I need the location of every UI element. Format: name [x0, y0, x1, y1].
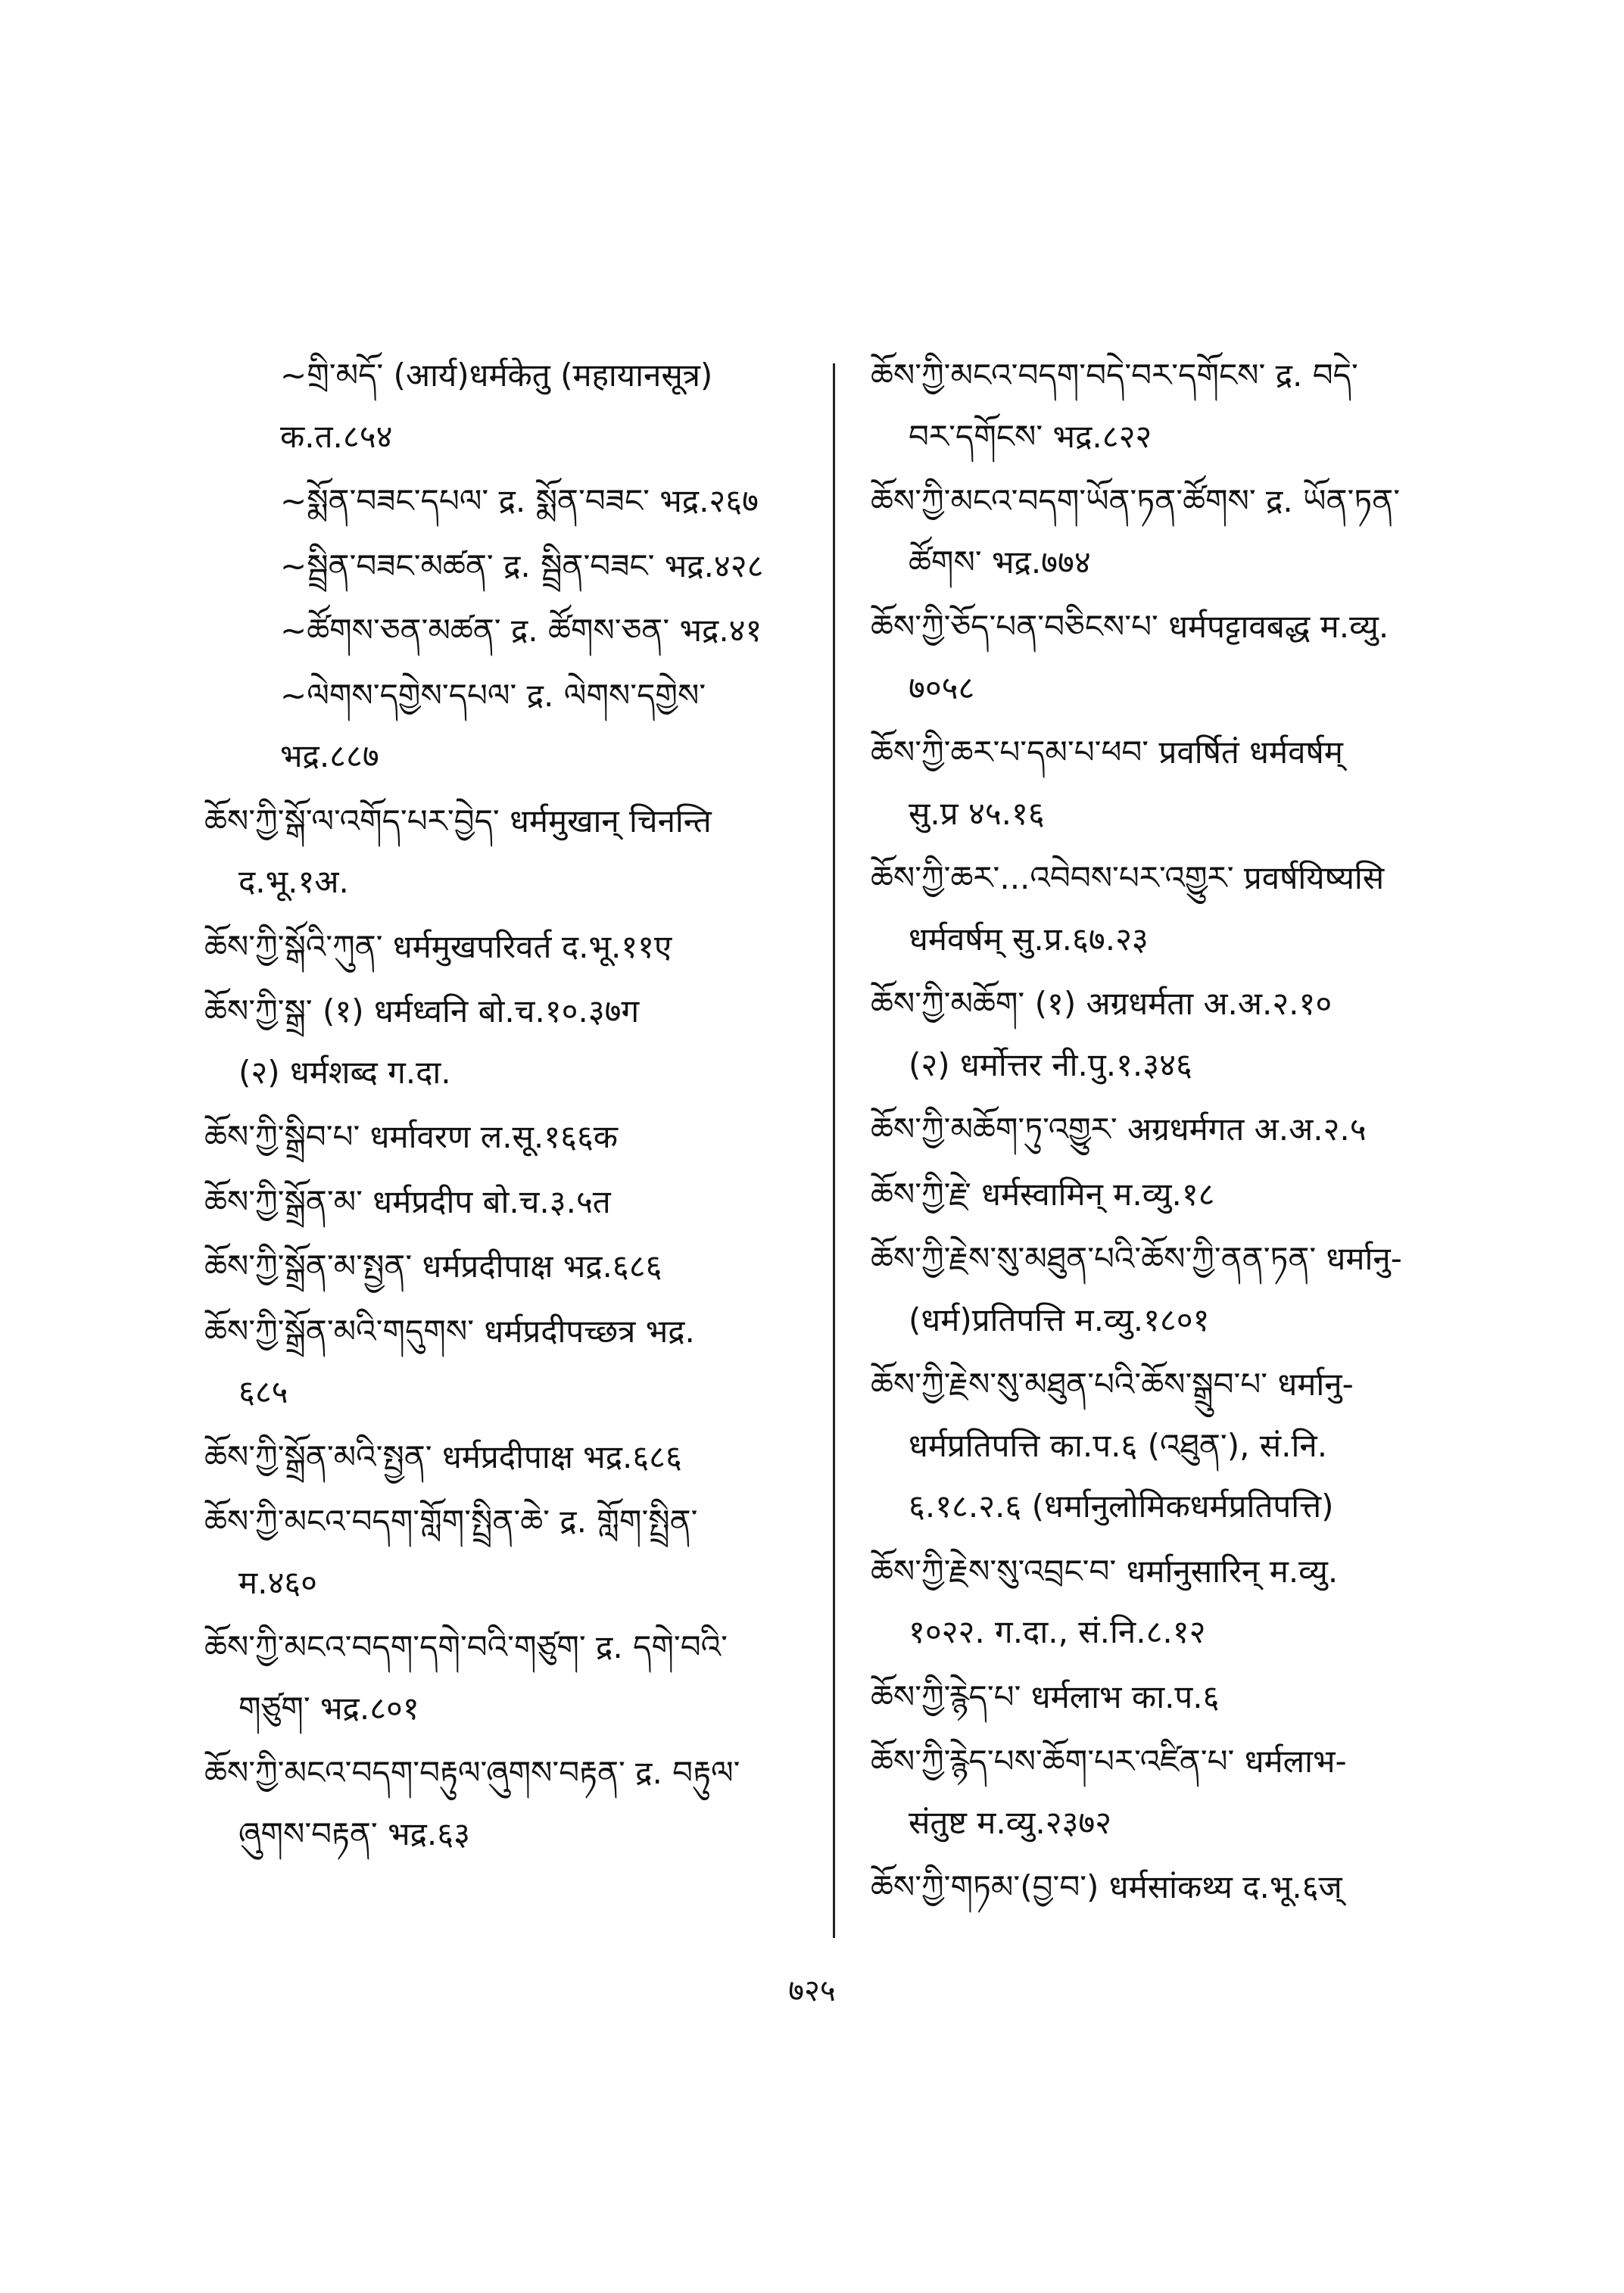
entry-headline: ~སྦྲིན་བཟང་མཚན་ द्र. སྦྲིན་བཟང་ भद्र.४२८ [280, 547, 764, 584]
entry-continuation: (२) धर्मोत्तर नी.पु.१.३४६ [909, 1045, 1192, 1083]
dictionary-entry [871, 1239, 1469, 1340]
entry-headline: ཆོས་ཀྱི་རྙེད་པ་ धर्मलाभ का.प.६ [871, 1678, 1220, 1715]
left-column [204, 356, 810, 1879]
entry-headline: ཆོས་ཀྱི་རྗེས་སུ་མཐུན་པའི་ཆོས་ཀྱི་ནན་ཏན་ धर्मानु- [871, 1240, 1402, 1277]
dictionary-entry [871, 1678, 1469, 1718]
entry-headline: ཆོས་ཀྱི་མཆོག་ཏུ་འགྱུར་ अग्रधर्मगत अ.अ.२.५ [871, 1111, 1367, 1148]
dictionary-entry [204, 992, 810, 1092]
entry-continuation: ७०५८ [909, 668, 975, 706]
dictionary-entry [204, 1438, 810, 1478]
entry-headline: ཆོས་ཀྱི་རྗེ་ धर्मस्वामिन् म.व्यु.१८ [871, 1175, 1215, 1213]
dictionary-entry [204, 802, 810, 902]
entry-headline: ཆོས་ཀྱི་སྒྲོན་མ་ धर्मप्रदीप बो.च.३.५त [204, 1182, 611, 1220]
entry-continuation: (२) धर्मशब्द ग.दा. [238, 1053, 451, 1091]
column-divider [833, 363, 835, 1938]
entry-headline: ~ཚོགས་ཅན་མཚན་ द्र. ཚོགས་ཅན་ भद्र.४१ [280, 612, 762, 649]
entry-continuation: १०२२. ग.दा., सं.नि.८.१२ [909, 1613, 1206, 1650]
entry-continuation: संतुष्ट म.व्यु.२३७२ [909, 1803, 1112, 1841]
entry-headline: ཆོས་ཀྱི་མངའ་བདག་ཡོན་ཏན་ཚོགས་ द्र. ཡོན་ཏན་ [871, 482, 1401, 519]
dictionary-entry [871, 1742, 1469, 1843]
dictionary-entry [871, 1110, 1469, 1150]
dictionary-entry [871, 481, 1469, 582]
entry-headline: ཆོས་ཀྱི་མངའ་བདག་གློག་སྤྲིན་ཆེ་ द्र. གློག་སྤྲིན་ [204, 1503, 698, 1540]
entry-continuation: धर्मवर्षम् सु.प्र.६७.२३ [909, 920, 1149, 958]
entry-headline: ཆོས་ཀྱི་རྗེས་སུ་འབྲང་བ་ धर्मानुसारिन् म.व्यु. [871, 1552, 1339, 1590]
entry-headline: ཆོས་ཀྱི་རྙེད་པས་ཆོག་པར་འཛིན་པ་ धर्मलाभ- [871, 1743, 1347, 1780]
entry-continuation: धर्मप्रतिपत्ति का.प.६ (འཐུན་), सं.नि. [909, 1426, 1328, 1464]
dictionary-entry [204, 1628, 810, 1728]
entry-continuation: सु.प्र ४५.१६ [909, 794, 1045, 832]
entry-continuation: ཚོགས་ भद्र.७७४ [909, 543, 1091, 581]
entry-headline: ཆོས་ཀྱི་སྒྲོན་མའི་གདུགས་ धर्मप्रदीपच्छत्र भद्र. [204, 1312, 695, 1350]
dictionary-entry [871, 356, 1469, 456]
entry-headline: ཆོས་ཀྱི་ཆར་...འབེབས་པར་འགྱུར་ प्रवर्षयिष्यसि [871, 859, 1385, 896]
entry-headline: ~གྲི་མདོ་ (आर्य)धर्मकेतु (महायानसूत्र) [280, 357, 713, 394]
entry-headline: ཆོས་ཀྱི་རྗེས་སུ་མཐུན་པའི་ཆོས་སྒྲུབ་པ་ धर्मानु- [871, 1366, 1354, 1403]
entry-continuation: ६.१८.२.६ (धर्मानुलोमिकधर्मप्रतिपत्ति) [909, 1488, 1334, 1525]
dictionary-entry [871, 607, 1469, 708]
entry-headline: ཆོས་ཀྱི་ཅོད་པན་བཅིངས་པ་ धर्मपट्टावबद्ध म.व्यु. [871, 608, 1389, 645]
dictionary-entry [204, 1182, 810, 1223]
entry-headline: ཆོས་ཀྱི་སྒོའི་ཀུན་ धर्ममुखपरिवर्त द.भू.११ए [204, 927, 672, 965]
entry-headline: ~ལེགས་དགྱེས་དཔལ་ द्र. ལེགས་དགྱེས་ [280, 676, 706, 714]
entry-continuation: བར་དགོངས་ भद्र.८२२ [909, 417, 1152, 455]
entry-continuation: द.भू.१अ. [238, 863, 349, 900]
dictionary-entry [204, 927, 810, 967]
entry-headline: ཆོས་ཀྱི་ཆར་པ་དམ་པ་ཕབ་ प्रवर्षितं धर्मवर्षम् [871, 734, 1343, 771]
dictionary-entry [871, 1175, 1469, 1215]
right-column [871, 356, 1469, 1933]
dictionary-entry [204, 1753, 810, 1854]
dictionary-entry [204, 1502, 810, 1603]
entry-headline: ཆོས་ཀྱི་སྒོ་ལ་འགོད་པར་བྱེད་ धर्ममुखान् चिनन्ति [204, 802, 712, 840]
entry-headline: ཆོས་ཀྱི་མངའ་བདག་དགེ་བའི་གཙུག་ द्र. དགེ་བའི་ [204, 1628, 728, 1665]
entry-continuation: ६८५ [238, 1373, 288, 1410]
entry-headline: ཆོས་ཀྱི་སྒྲོན་མའི་སྤྱན་ धर्मप्रदीपाक्ष भद्र.६८६ [204, 1438, 682, 1475]
entry-continuation: भद्र.८८७ [280, 737, 379, 774]
entry-headline: ཆོས་ཀྱི་མངའ་བདག་བདེ་བར་དགོངས་ द्र. བདེ་ [871, 357, 1358, 394]
dictionary-entry [204, 1117, 810, 1157]
dictionary-entry [871, 984, 1469, 1085]
dictionary-entry [204, 1312, 810, 1413]
entry-continuation: གཙུག་ भद्र.८०१ [238, 1689, 419, 1727]
entry-continuation: क.त.८५४ [280, 417, 393, 455]
entry-headline: ཆོས་ཀྱི་མངའ་བདག་བརྟུལ་ཞུགས་བརྟན་ द्र. བརྟུལ་ [204, 1754, 740, 1791]
dictionary-entry [204, 481, 810, 522]
dictionary-entry [871, 1868, 1469, 1908]
entry-headline: ཆོས་ཀྱི་སྒྲོན་མ་སྤྱན་ धर्मप्रदीपाक्ष भद्र.६८६ [204, 1248, 662, 1285]
entry-headline: ཆོས་ཀྱི་གཏམ་(བྱ་བ་) धर्मसांकथ्य द.भू.६ज् [871, 1868, 1342, 1905]
entry-headline: ཆོས་ཀྱི་སྒྲ་ (१) धर्मध्वनि बो.च.१०.३७ग [204, 992, 640, 1030]
entry-continuation: म.४६० [238, 1563, 317, 1601]
dictionary-entry [204, 547, 810, 587]
entry-continuation: (धर्म)प्रतिपत्ति म.व्यु.१८०१ [909, 1301, 1210, 1338]
dictionary-entry [871, 1365, 1469, 1527]
dictionary-entry [204, 676, 810, 777]
entry-headline: ཆོས་ཀྱི་མཆོག་ (१) अग्रधर्मता अ.अ.२.१० [871, 985, 1333, 1022]
entry-headline: ~སྨོན་བཟང་དཔལ་ द्र. སྨོན་བཟང་ भद्र.२६७ [280, 482, 759, 519]
dictionary-entry [204, 1247, 810, 1287]
page-number: ७२५ [788, 1974, 836, 2008]
dictionary-entry [871, 733, 1469, 833]
dictionary-entry [871, 1552, 1469, 1653]
dictionary-entry [204, 356, 810, 456]
entry-headline: ཆོས་ཀྱི་སྒྲིབ་པ་ धर्मावरण ल.सू.१६६क [204, 1118, 619, 1155]
dictionary-entry [204, 611, 810, 651]
dictionary-entry [871, 858, 1469, 959]
entry-continuation: ཞུགས་བརྟན་ भद्र.६३ [238, 1815, 470, 1852]
